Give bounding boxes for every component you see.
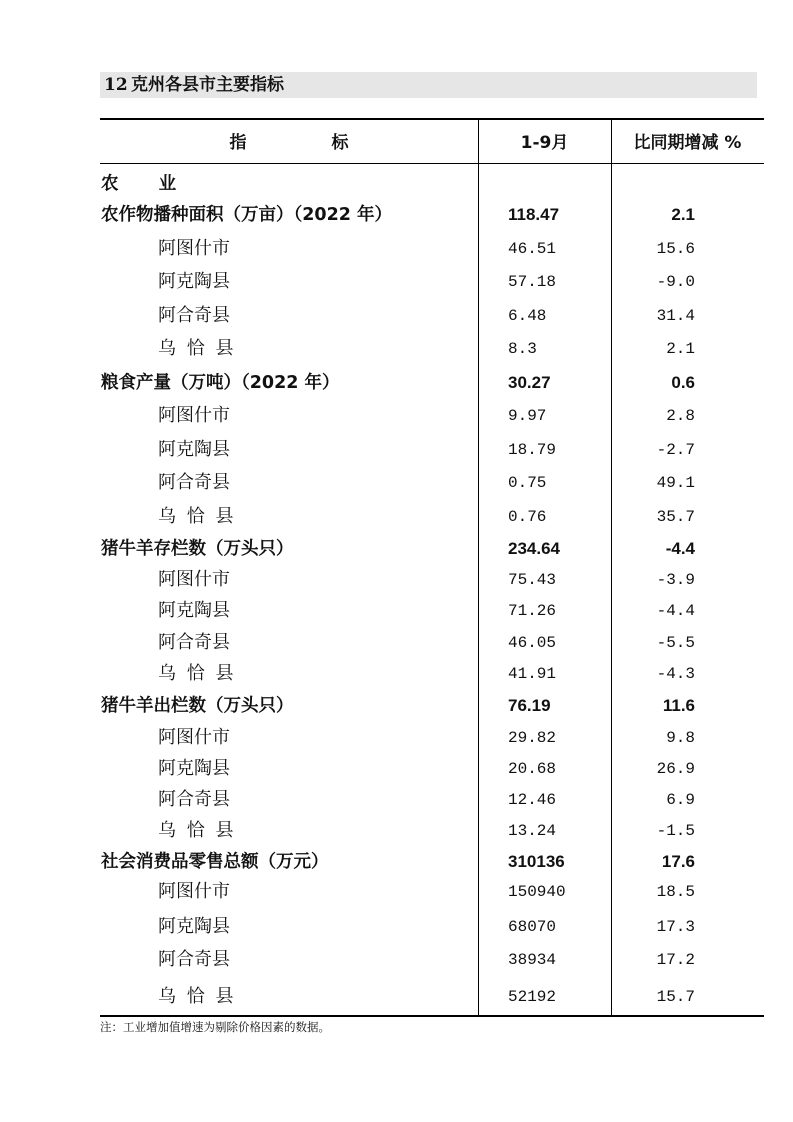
county-name: 阿克陶县 [158,600,230,621]
indicator-change: 11.6 [662,696,695,715]
county-change: -1.5 [656,822,695,840]
county-value: 46.51 [508,240,557,258]
county-name: 阿图什市 [158,881,230,902]
county-value: 52192 [508,988,557,1006]
county-row [100,662,764,686]
county-change: 6.9 [666,791,695,809]
county-name: 阿图什市 [158,727,230,748]
county-value: 0.76 [508,508,547,526]
county-change: 31.4 [656,307,695,325]
indicator-value: 76.19 [508,696,551,715]
county-row [100,726,764,750]
county-name: 阿合奇县 [158,632,230,653]
county-value: 6.48 [508,307,547,325]
indicator-value: 30.27 [508,373,551,392]
header-period: 1-9月 [520,133,569,153]
county-value: 68070 [508,918,557,936]
county-row [100,819,764,843]
county-value: 13.24 [508,822,557,840]
county-row [100,304,764,328]
county-row [100,568,764,592]
county-value: 20.68 [508,760,557,778]
county-change: 17.3 [656,918,695,936]
county-name: 乌 恰 县 [158,663,234,684]
county-row [100,985,764,1009]
section-number: 12 [104,75,128,95]
county-name: 阿克陶县 [158,271,230,292]
county-name: 阿克陶县 [158,916,230,937]
header-rule [100,163,764,164]
section-title-bar [100,72,757,98]
indicator-value: 310136 [508,852,565,871]
county-row [100,788,764,812]
county-value: 12.46 [508,791,557,809]
county-row [100,471,764,495]
indicator-name: 猪牛羊存栏数（万头只） [101,539,294,559]
indicator-name: 猪牛羊出栏数（万头只） [101,696,294,716]
county-row [100,404,764,428]
indicator-change: 0.6 [671,373,695,392]
county-value: 18.79 [508,441,557,459]
county-change: 15.6 [656,240,695,258]
county-name: 阿图什市 [158,238,230,259]
county-change: 9.8 [666,729,695,747]
county-row [100,631,764,655]
category-row [100,172,764,196]
county-change: 17.2 [656,951,695,969]
county-row [100,757,764,781]
county-value: 29.82 [508,729,557,747]
indicator-change: 17.6 [661,852,695,871]
county-name: 阿合奇县 [158,305,230,326]
indicator-row [100,371,764,395]
county-row [100,599,764,623]
category-label: 农 业 [101,174,177,194]
indicator-row [100,203,764,227]
county-change: -9.0 [656,273,695,291]
county-change: 35.7 [656,508,695,526]
indicator-value: 234.64 [508,539,560,558]
county-value: 0.75 [508,474,547,492]
header-indicator: 指 标 [229,133,349,153]
county-row [100,880,764,904]
county-row [100,438,764,462]
indicator-name: 农作物播种面积（万亩）（2022 年） [101,205,393,225]
county-name: 阿克陶县 [158,439,230,460]
table-header [100,131,764,155]
county-change: 18.5 [656,883,695,901]
section-title: 克州各县市主要指标 [131,75,284,95]
indicator-change: -4.4 [665,539,695,558]
county-name: 乌 恰 县 [158,338,234,359]
county-change: -2.7 [656,441,695,459]
county-name: 阿图什市 [158,405,230,426]
county-name: 阿合奇县 [158,789,230,810]
county-value: 46.05 [508,634,557,652]
county-name: 乌 恰 县 [158,820,234,841]
county-row [100,915,764,939]
county-value: 41.91 [508,665,557,683]
county-change: -3.9 [656,571,695,589]
county-name: 阿合奇县 [158,472,230,493]
indicator-row [100,537,764,561]
county-value: 9.97 [508,407,547,425]
county-name: 阿图什市 [158,569,230,590]
county-change: -5.5 [656,634,695,652]
indicator-change: 2.1 [671,205,695,224]
county-change: 2.1 [666,340,695,358]
county-value: 38934 [508,951,557,969]
county-value: 57.18 [508,273,557,291]
county-value: 8.3 [508,340,537,358]
header-change: 比同期增减 % [633,133,742,153]
county-change: 15.7 [656,988,695,1006]
indicator-name: 社会消费品零售总额（万元） [101,852,329,872]
indicators-table [100,118,764,1017]
indicator-row [100,694,764,718]
county-row [100,270,764,294]
county-change: 49.1 [656,474,695,492]
indicator-name: 粮食产量（万吨）（2022 年） [101,373,340,393]
county-change: -4.4 [656,602,695,620]
county-change: 2.8 [666,407,695,425]
footnote: 注：工业增加值增速为剔除价格因素的数据。 [100,1020,330,1034]
indicator-value: 118.47 [508,205,560,224]
county-value: 71.26 [508,602,557,620]
county-row [100,505,764,529]
county-row [100,948,764,972]
county-name: 乌 恰 县 [158,986,234,1007]
county-name: 阿克陶县 [158,758,230,779]
county-value: 150940 [508,883,566,901]
county-row [100,337,764,361]
county-name: 乌 恰 县 [158,506,234,527]
county-name: 阿合奇县 [158,949,230,970]
county-change: -4.3 [656,665,695,683]
county-change: 26.9 [656,760,695,778]
county-value: 75.43 [508,571,557,589]
county-row [100,237,764,261]
indicator-row [100,850,764,874]
